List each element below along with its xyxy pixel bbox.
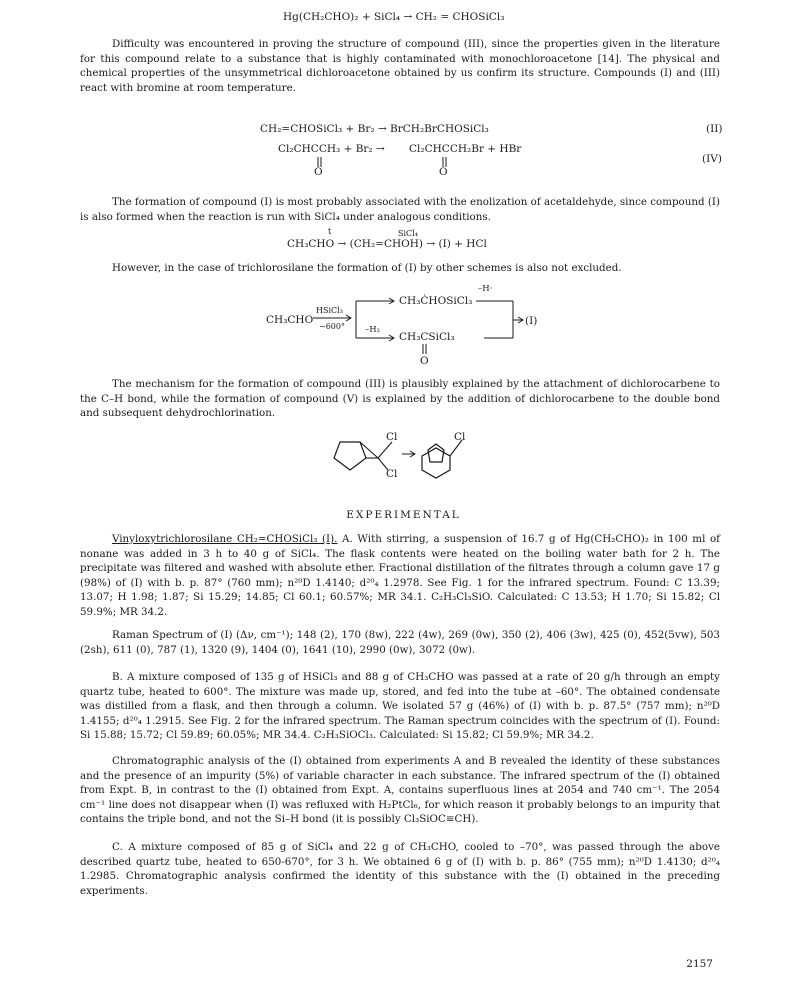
equation-enolization: CH₃CHO → (CH₂=CHOH) → (I) + HCl [287,238,487,250]
equation-bromination-IV-left: Cl₂CHCCH₃ + Br₂ → [278,143,385,155]
scheme-upper-loss: –H· [478,284,493,294]
paragraph-experiment-c: C. A mixture composed of 85 g of SiCl₄ and 22 g of CH₃CHO, cooled to –70°, was passed through the above described quartz tube, heated to 650-670°, for 3 h. We obtained 6 g of (I) with b. p. 86° (755 mm); n²⁰D 1.4130; d²⁰₄ 1.2985. Chromatographic analysis confirmed the identity of this substance with the (I) obtained in the preceding experiments. [80,841,720,897]
page-number: 2157 [686,958,713,970]
scheme-reagent-top: HSiCl₃ [316,306,343,315]
paragraph-experiment-a [80,532,720,620]
paragraph-experiment-b: B. A mixture composed of 135 g of HSiCl₃ and 88 g of CH₃CHO was passed at a rate of 20 g/h through an empty quartz tube, heated to 600°. The mixture was made up, stored, and fed into the tube at –60°. The obtained condensate was distilled from a flask, and then through a column. We isolated 57 g (46%) of (I) with b. p. 87.5° (757 mm); n²⁰D 1.4155; d²⁰₄ 1.2915. See Fig. 2 for the infrared spectrum. The Raman spectrum coincides with the spectrum of (I). Found: Si 15.88; 15.72; Cl 59.89; 60.05%; MR 34.4. C₂H₃SiOCl₃. Calculated: Si 15.82; Cl 59.9%; MR 34.2. [80,671,720,742]
carbene-cl-right: Cl [454,431,466,443]
paragraph-chromatography: Chromatographic analysis of the (I) obtained from experiments A and B revealed the identity of these substances and the presence of an impurity (5%) of variable character in each substance. The infrared spectrum of the (I) obtained from Expt. B, in contrast to the (I) obtained from Expt. A, contains superfluous lines at 2054 and 740 cm⁻¹. The 2054 cm⁻¹ line does not disappear when (I) was refluxed with H₂PtCl₆, for which reason it probably belongs to an impurity that contains the triple bond, and not the Si–H bond (it is possibly Cl₃SiOC≡CH). [80,755,720,826]
carbene-cl-left: Cl [386,431,398,443]
section-heading-experimental: EXPERIMENTAL [346,509,461,521]
scheme-reactant: CH₃CHO [266,314,314,326]
scheme-upper-product: CH₃ĊHOSiCl₃ [399,295,473,307]
carbene-cl-bottom: Cl [386,468,398,480]
equation-vinyloxy-formation: Hg(CH₂CHO)₂ + SiCl₄ → CH₂ = CHOSiCl₃ [283,11,505,23]
scheme-lower-loss: –H₂ [365,325,381,335]
carbonyl-oxygen-right: O [439,166,448,178]
enol-reagent-label: SiCl₄ [398,229,418,238]
paragraph-mechanism: The mechanism for the formation of compound (III) is plausibly explained by the attachment of dichlorocarbene to the C–H bond, while the formation of compound (V) is explained by the addition of dichlorocarbene to the double bond and subsequent dehydrochlorination. [80,378,720,420]
equation-label-II: (II) [706,123,723,135]
compound-title: Vinyloxytrichlorosilane CH₂=CHOSiCl₃ (I). [112,533,338,545]
scheme-lower-product: CH₃CSiCl₃ [399,331,455,343]
paragraph-enolization: The formation of compound (I) is most probably associated with the enolization of acetaldehyde, since compound (I) is also formed when the reaction is run with SiCl₄ under analogous conditions. [80,196,720,223]
scheme-final-product: (I) [525,315,538,327]
enol-marker: t [328,227,332,236]
paragraph-raman-spectrum: Raman Spectrum of (I) (Δν, cm⁻¹); 148 (2), 170 (8w), 222 (4w), 269 (0w), 350 (2), 406 (3w), 425 (0), 452(5vw), 503 (2sh), 611 (0), 787 (1), 1320 (9), 1404 (0), 1641 (10), 2990 (0w), 3072 (0w). [80,629,720,656]
scheme-lower-oxygen: O [420,355,429,367]
scheme-reagent-bottom: ~600° [319,322,345,331]
carbonyl-oxygen-left: O [314,166,323,178]
paragraph-structure-proof: Difficulty was encountered in proving the structure of compound (III), since the properties given in the literature for this compound relate to a substance that is highly contaminated with monochloroacetone [14]. The physical and chemical properties of the unsymmetrical dichloroacetone obtained by us confirm its structure. Compounds (I) and (III) react with bromine at room temperature. [80,38,720,94]
scheme-arrows [0,280,807,370]
paragraph-other-schemes: However, in the case of trichlorosilane the formation of (I) by other schemes is also not excluded. [112,262,622,274]
equation-bromination-II: CH₂=CHOSiCl₃ + Br₂ → BrCH₂BrCHOSiCl₃ [260,123,489,135]
experiment-a-body: A. With stirring, a suspension of 16.7 g of Hg(CH₂CHO)₂ in 100 ml of nonane was added in 3 h to 40 g of SiCl₄. The flask contents were heated on the boiling water bath for 2 h. The precipitate was filtered and washed with absolute ether. Fractional distillation of the filtrates through a column gave 17 g (98%) of (I) with b. p. 87° (760 mm); n²⁰D 1.4140; d²⁰₄ 1.2978. See Fig. 1 for the infrared spectrum. Found: C 13.39; 13.07; H 1.98; 1.87; Si 15.29; 14.85; Cl 60.1; 60.57%; MR 34.1. C₂H₃Cl₃SiO. Calculated: C 13.53; H 1.70; Si 15.82; Cl 59.9%; MR 34.2. [80,533,720,618]
equation-label-IV: (IV) [702,153,722,165]
carbonyl-bond-lines [0,0,807,200]
equation-bromination-IV-right: Cl₂CHCCH₂Br + HBr [409,143,522,155]
